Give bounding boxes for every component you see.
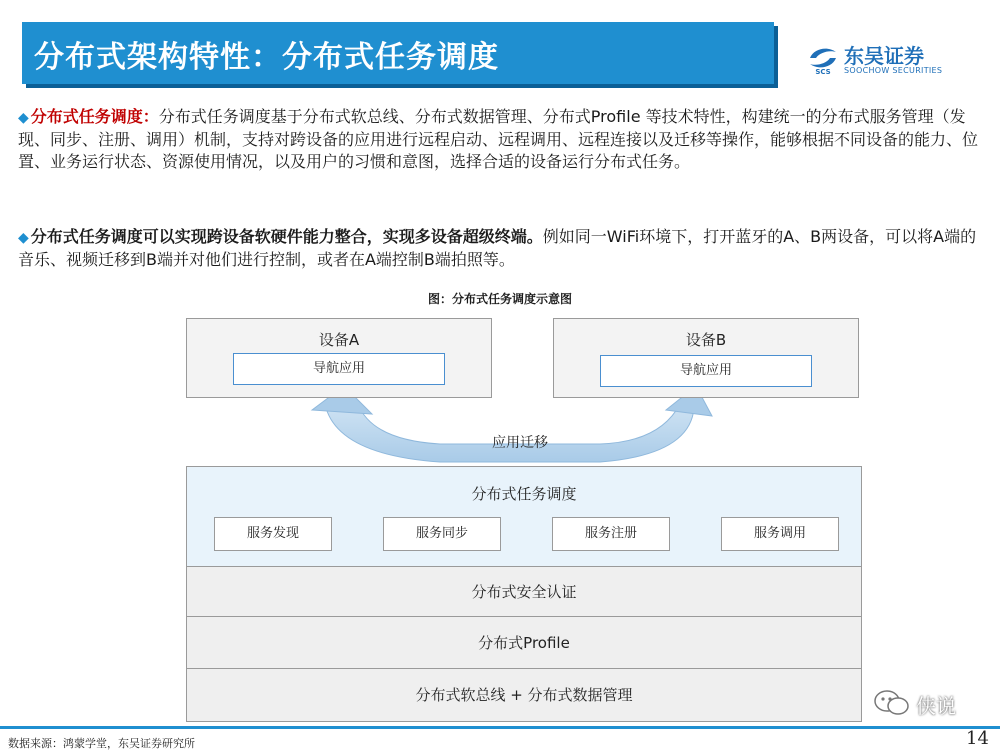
service-call-box: 服务调用 (721, 517, 839, 551)
device-a-title: 设备A (318, 331, 360, 349)
logo-mark-text: SCS (815, 68, 831, 76)
bullet-2-text: 例如同一WiFi环境下，打开蓝牙的A、B两设备，可以将A端的音乐、视频迁移到B端并对他们进行控制，或者在A端控制B端拍照等。 (18, 227, 977, 269)
bullet-2-lead: 分布式任务调度可以实现跨设备软硬件能力整合，实现多设备超级终端。 (30, 227, 543, 246)
diamond-bullet-icon: ◆ (18, 230, 29, 246)
wechat-icon (872, 688, 912, 718)
watermark (872, 688, 972, 718)
device-b-title: 设备B (685, 331, 727, 349)
service-discovery-box: 服务发现 (214, 517, 332, 551)
logo-chinese-name: 东吴证券 (844, 44, 924, 68)
layer-profile: 分布式Profile (186, 616, 862, 670)
scheduler-title: 分布式任务调度 (471, 485, 577, 503)
layer-security-auth: 分布式安全认证 (186, 566, 862, 618)
footer-divider (0, 726, 1000, 729)
watermark-text: 侠说 (916, 694, 956, 718)
bullet-1-lead: 分布式任务调度： (30, 107, 159, 126)
figure-caption: 图：分布式任务调度示意图 (427, 292, 572, 306)
device-b-app: 导航应用 (600, 355, 812, 387)
device-b-box (553, 318, 859, 398)
migration-label: 应用迁移 (492, 435, 548, 451)
device-a-app: 导航应用 (233, 353, 445, 385)
diamond-bullet-icon: ◆ (18, 110, 29, 126)
task-scheduler-box (186, 466, 862, 568)
page-title: 分布式架构特性：分布式任务调度 (34, 40, 499, 75)
device-a-box (186, 318, 492, 398)
service-sync-box: 服务同步 (383, 517, 501, 551)
page-number: 14 (966, 728, 989, 749)
logo-english-name: SOOCHOW SECURITIES (844, 66, 943, 75)
service-register-box: 服务注册 (552, 517, 670, 551)
layer-softbus-data: 分布式软总线 + 分布式数据管理 (186, 668, 862, 722)
bullet-1-text: 分布式任务调度基于分布式软总线、分布式数据管理、分布式Profile 等技术特性，构建统一的分布式服务管理（发现、同步、注册、调用）机制，支持对跨设备的应用进行远程启动、远程调用、远程连接以及迁移等操作，能够根据不同设备的能力、位置、业务运行状态、资源使用情况，以及用户的习惯和意图，选择合适的设备运行分布式任务。 (18, 107, 979, 171)
data-source: 数据来源：鸿蒙学堂，东吴证券研究所 (8, 737, 195, 750)
